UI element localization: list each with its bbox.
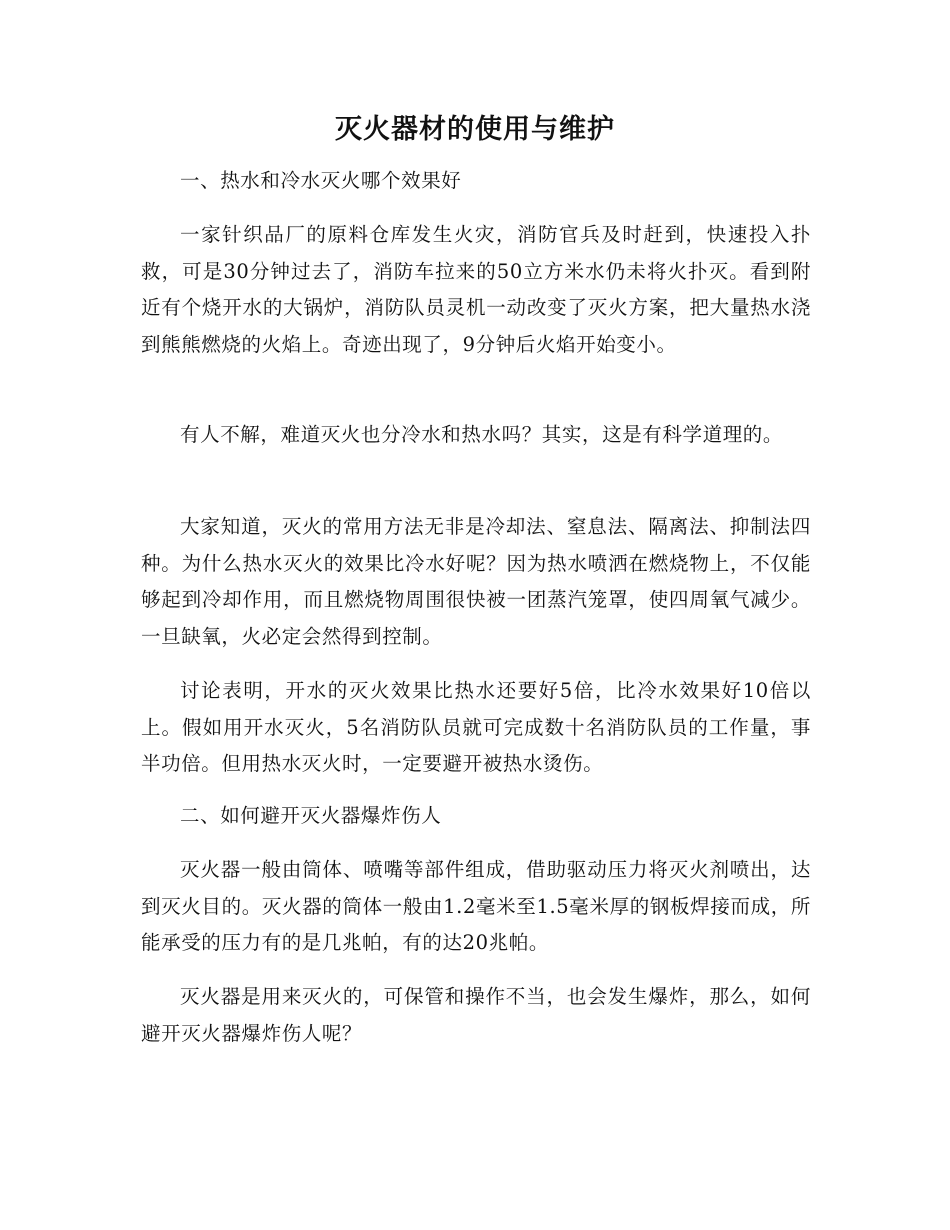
paragraph-1: 一家针织品厂的原料仓库发生火灾，消防官兵及时赶到，快速投入扑救，可是30分钟过去了，消防车拉来的50立方米水仍未将火扑灭。看到附近有个烧开水的大锅炉，消防队员灵机一动改变了灭火方案，把大量热水浇到熊熊燃烧的火焰上。奇迹出现了，9分钟后火焰开始变小。 — [141, 223, 811, 356]
paragraph-5: 灭火器一般由筒体、喷嘴等部件组成，借助驱动压力将灭火剂喷出，达到灭火目的。灭火器的筒体一般由1.2毫米至1.5毫米厚的钢板焊接而成，所能承受的压力有的是几兆帕，有的达20兆帕。 — [141, 858, 811, 954]
paragraph-4: 讨论表明，开水的灭火效果比热水还要好5倍，比冷水效果好10倍以上。假如用开水灭火，5名消防队员就可完成数十名消防队员的工作量，事半功倍。但用热水灭火时，一定要避开被热水烫伤。 — [141, 679, 811, 775]
section-heading-2: 二、如何避开灭火器爆炸伤人 — [180, 804, 442, 827]
document-title: 灭火器材的使用与维护 — [335, 114, 615, 145]
paragraph-3: 大家知道，灭火的常用方法无非是冷却法、窒息法、隔离法、抑制法四种。为什么热水灭火的效果比冷水好呢？因为热水喷洒在燃烧物上，不仅能够起到冷却作用，而且燃烧物周围很快被一团蒸汽笼罩，使四周氧气减少。一旦缺氧，火必定会然得到控制。 — [141, 515, 811, 648]
section-heading-1: 一、热水和冷水灭火哪个效果好 — [180, 169, 462, 192]
paragraph-6: 灭火器是用来灭火的，可保管和操作不当，也会发生爆炸，那么，如何避开灭火器爆炸伤人呢？ — [141, 985, 811, 1045]
paragraph-2: 有人不解，难道灭火也分冷水和热水吗？其实，这是有科学道理的。 — [180, 423, 784, 446]
